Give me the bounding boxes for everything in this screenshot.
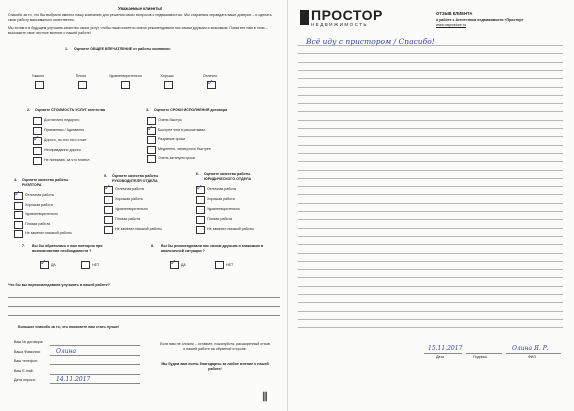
- q6-option-label: Плохая работа: [207, 217, 232, 221]
- q1-checkbox[interactable]: [164, 81, 173, 89]
- review-ruled-line: [298, 128, 563, 129]
- name-line: [506, 353, 561, 354]
- review-ruled-line: [298, 136, 563, 137]
- review-ruled-line: [298, 53, 563, 54]
- review-ruled-line: [298, 261, 563, 262]
- review-ruled-line: [298, 95, 563, 96]
- review-ruled-line: [298, 153, 563, 154]
- review-ruled-line: [298, 327, 563, 328]
- review-ruled-line: [298, 178, 563, 179]
- contact-field-value[interactable]: 14.11.2017: [56, 376, 91, 383]
- q4-checkbox[interactable]: [14, 211, 23, 219]
- q6-checkbox[interactable]: [196, 196, 205, 204]
- contact-field-line: [50, 374, 140, 375]
- q1-option-label: Хорошо: [160, 74, 174, 78]
- q5-checkbox[interactable]: [104, 206, 113, 214]
- logo-mark-icon: [300, 10, 309, 25]
- brand-mark-icon: Ⅱ: [262, 390, 268, 404]
- q4-checkbox[interactable]: [14, 230, 23, 238]
- date-value: 15.11.2017: [428, 345, 463, 352]
- q8-no-label: НЕТ: [226, 263, 234, 267]
- q4-option-label: Удовлетворительно: [25, 212, 58, 216]
- review-header-title: ОТЗЫВ КЛИЕНТА: [436, 11, 473, 16]
- greeting: Уважаемые клиенты!: [118, 6, 163, 11]
- q7-yes-checkmark: ✓: [40, 258, 47, 267]
- q6-checkmark: ✓: [196, 183, 203, 192]
- review-ruled-line: [298, 203, 563, 204]
- q5-checkbox[interactable]: [104, 216, 113, 224]
- q6-checkbox[interactable]: [196, 216, 205, 224]
- review-ruled-line: [298, 161, 563, 162]
- q2-option-label: Не понимаю, за что платил: [44, 158, 90, 162]
- contact-field-line: [50, 345, 140, 346]
- contact-field-line: [50, 355, 140, 356]
- q2-title: Оцените СТОИМОСТЬ УСЛУГ агентства: [35, 108, 106, 112]
- q4-number: 4.: [14, 178, 17, 182]
- intro-paragraph-2: Мы хотим и в будущем улучшать качество своих услуг, чтобы наши клиенты смело рекомендовали нас своим друзьям и знакомым. Помогите нам в этом – выскажите свое честное мнение о нашей работе!: [8, 26, 268, 35]
- review-ruled-line: [298, 294, 563, 295]
- q4-option-label: Хорошая работа: [25, 202, 53, 207]
- review-ruled-line: [298, 87, 563, 88]
- review-ruled-line: [298, 62, 563, 63]
- q4-checkmark: ✓: [14, 189, 21, 198]
- review-ruled-line: [298, 219, 563, 220]
- q5-checkbox[interactable]: [104, 226, 113, 234]
- q8-no-checkbox[interactable]: [215, 261, 224, 269]
- review-ruled-line: [298, 78, 563, 79]
- review-ruled-line: [298, 277, 563, 278]
- q7-title: Вы бы обратились к нам повторно при возникновении необходимости ?: [32, 244, 103, 253]
- q2-checkbox[interactable]: [33, 117, 42, 125]
- q1-option-label: Ужасно: [31, 74, 45, 78]
- q6-option-label: Не заметил никакой работы: [207, 227, 254, 231]
- q5-option-label: Отличная работа: [115, 187, 144, 191]
- q6-option-label: Отличная работа: [207, 187, 236, 191]
- contact-field-label: Дата опроса:: [14, 378, 36, 382]
- q5-title: Оцените качество работы РУКОВОДИТЕЛЯ ОТДЕЛА: [112, 174, 159, 183]
- logo: [300, 8, 383, 27]
- q6-checkbox[interactable]: [196, 226, 205, 234]
- q2-option-label: Приемлемо / Адекватно: [44, 128, 85, 132]
- q1-checkbox[interactable]: [35, 81, 44, 89]
- q4-checkbox[interactable]: [14, 202, 23, 210]
- review-ruled-line: [298, 170, 563, 171]
- q8-title: Вы бы рекомендовали нас своим друзьям и знакомым в аналогичной ситуации ?: [161, 244, 264, 253]
- q4-option-label: Плохая работа: [25, 221, 50, 226]
- signature-label: Подпись: [473, 355, 488, 359]
- q3-title: Оцените СРОКИ ИСПОЛНЕНИЯ договора: [154, 108, 228, 112]
- q4-title: Оцените качество работы РИЭЛТОРА: [22, 178, 69, 187]
- q7-no-checkbox[interactable]: [81, 261, 90, 269]
- q6-number: 6.: [196, 172, 199, 176]
- review-ruled-line: [298, 236, 563, 237]
- q1-title: Оцените ОБЩЕЕ ВПЕЧАТЛЕНИЕ от работы компании:: [74, 47, 171, 51]
- q7-yes-label: ДА: [51, 263, 56, 267]
- q1-option-label: Плохо: [75, 74, 87, 78]
- review-ruled-line: [298, 244, 563, 245]
- name-value: Олина Я. Р.: [512, 345, 549, 352]
- q1-option-label: Удовлетворительно: [109, 74, 142, 78]
- q3-option-label: Быстрее чем я рассчитывал: [158, 127, 206, 132]
- q3-checkmark: ✓: [147, 123, 154, 133]
- q2-option-label: Дорого, но оно того стоит: [44, 138, 87, 142]
- fields-note: Если вам не сложно – оставьте, пожалуйста, расширенный отзыв о нашей работе на обратной стороне.: [160, 342, 270, 351]
- q6-option-label: Хорошая работа: [207, 197, 235, 201]
- logo-subtitle: НЕДВИЖИМОСТЬ: [311, 22, 368, 27]
- q3-option-label: Разумные сроки: [158, 137, 186, 141]
- q2-checkbox[interactable]: [33, 147, 42, 155]
- q4-checkbox[interactable]: [14, 221, 23, 229]
- contact-field-label: Ваша Фамилия:: [14, 349, 41, 354]
- q6-option-label: Удовлетворительно: [207, 207, 240, 211]
- contact-field-line: [50, 383, 140, 384]
- review-ruled-line: [298, 302, 563, 303]
- q2-checkmark: ✓: [33, 134, 40, 143]
- q5-option-label: Хорошая работа: [115, 197, 143, 201]
- q4-option-label: Отличная работа: [25, 193, 54, 197]
- review-text: Всё иду с пристором / Спасибо!: [306, 37, 435, 46]
- contact-field-label: Ваш телефон:: [14, 359, 38, 363]
- review-ruled-line: [298, 253, 563, 254]
- date-label: Дата: [436, 355, 444, 359]
- q5-checkmark: ✓: [104, 183, 111, 192]
- thanks-text: Большое спасибо за то, что помогаете нам стать лучше!: [18, 325, 120, 329]
- answer-line: [8, 297, 280, 298]
- answer-line: [8, 315, 280, 316]
- contact-field-line: [50, 364, 140, 365]
- q4-option-label: Не заметил никакой работы: [25, 231, 72, 235]
- q7-number: 7.: [22, 244, 25, 248]
- contact-field-label: Ваш № договора:: [14, 340, 44, 344]
- q2-number: 2.: [27, 108, 30, 112]
- q8-yes-label: ДА: [181, 263, 186, 267]
- review-ruled-line: [298, 269, 563, 270]
- q1-option-label: Отлично: [202, 74, 218, 78]
- q6-checkbox[interactable]: [196, 206, 205, 214]
- answer-line: [8, 306, 280, 307]
- review-ruled-line: [298, 145, 563, 146]
- review-header-subtitle: о работе с Агентством недвижимости «Простор»: [436, 18, 524, 22]
- contact-field-value[interactable]: Олина: [56, 347, 77, 355]
- review-ruled-line: [298, 211, 563, 212]
- q2-checkbox[interactable]: [33, 157, 42, 165]
- q3-checkbox[interactable]: [147, 146, 156, 154]
- review-ruled-line: [298, 286, 563, 287]
- q7-no-label: НЕТ: [92, 263, 100, 267]
- q1-checkbox[interactable]: [121, 81, 130, 89]
- q2-option-label: Неоправданно дорого: [44, 148, 81, 152]
- q3-option-label: Очень быстро: [158, 118, 182, 122]
- q3-number: 3.: [146, 108, 149, 112]
- review-page: [287, 0, 574, 411]
- logo-text: ПРОСТОР: [311, 7, 383, 23]
- q5-option-label: Удовлетворительно: [115, 207, 148, 211]
- fields-thanks: Мы будем вам очень благодарны за любое мнение о нашей работе!: [161, 362, 269, 371]
- date-line: [424, 353, 462, 354]
- review-ruled-line: [298, 228, 563, 229]
- q6-title: Оцените качество работы ЮРИДИЧЕСКОГО ОТДЕЛА: [204, 172, 252, 181]
- website-link[interactable]: www.naprostore.ru: [436, 23, 466, 27]
- q5-checkbox[interactable]: [104, 196, 113, 204]
- q2-option-label: Достаточно недорого: [44, 118, 80, 122]
- q8-number: 8.: [151, 244, 154, 248]
- review-ruled-line: [298, 120, 563, 121]
- review-ruled-line: [298, 311, 563, 312]
- signature-line: [466, 353, 502, 354]
- review-ruled-line: [298, 186, 563, 187]
- q1-number: 1.: [65, 47, 68, 51]
- q3-option-label: Медленно, затянулось быстрее: [158, 146, 211, 151]
- review-ruled-line: [298, 111, 563, 112]
- contact-field-label: Ваш E-mail:: [14, 368, 34, 373]
- q5-option-label: Плохая работа: [115, 217, 140, 221]
- q9-title: Что бы вы порекомендовали улучшить в нашей работе?: [8, 283, 110, 287]
- review-ruled-line: [298, 70, 563, 71]
- review-ruled-line: [298, 319, 563, 320]
- review-ruled-line: [298, 103, 563, 104]
- q5-option-label: Не заметил никакой работы: [115, 227, 162, 231]
- review-ruled-line: [298, 194, 563, 195]
- q8-yes-checkmark: ✓: [170, 258, 177, 267]
- q3-checkbox[interactable]: [147, 155, 156, 163]
- q3-option-label: Очень затянули сроки: [158, 156, 195, 160]
- q3-checkbox[interactable]: [147, 136, 156, 144]
- q1-checkmark: ✓: [207, 78, 214, 87]
- name-label: ФИО: [528, 355, 537, 359]
- q5-number: 5.: [104, 174, 107, 178]
- intro-paragraph-1: Спасибо за то, что Вы выбрали именно нашу компанию для решения своих вопросов с недвижимостью. Мы стараемся оправдать ваше доверие – и сделать свою работу максимально качественно.: [8, 13, 272, 22]
- q1-checkbox[interactable]: [78, 81, 87, 89]
